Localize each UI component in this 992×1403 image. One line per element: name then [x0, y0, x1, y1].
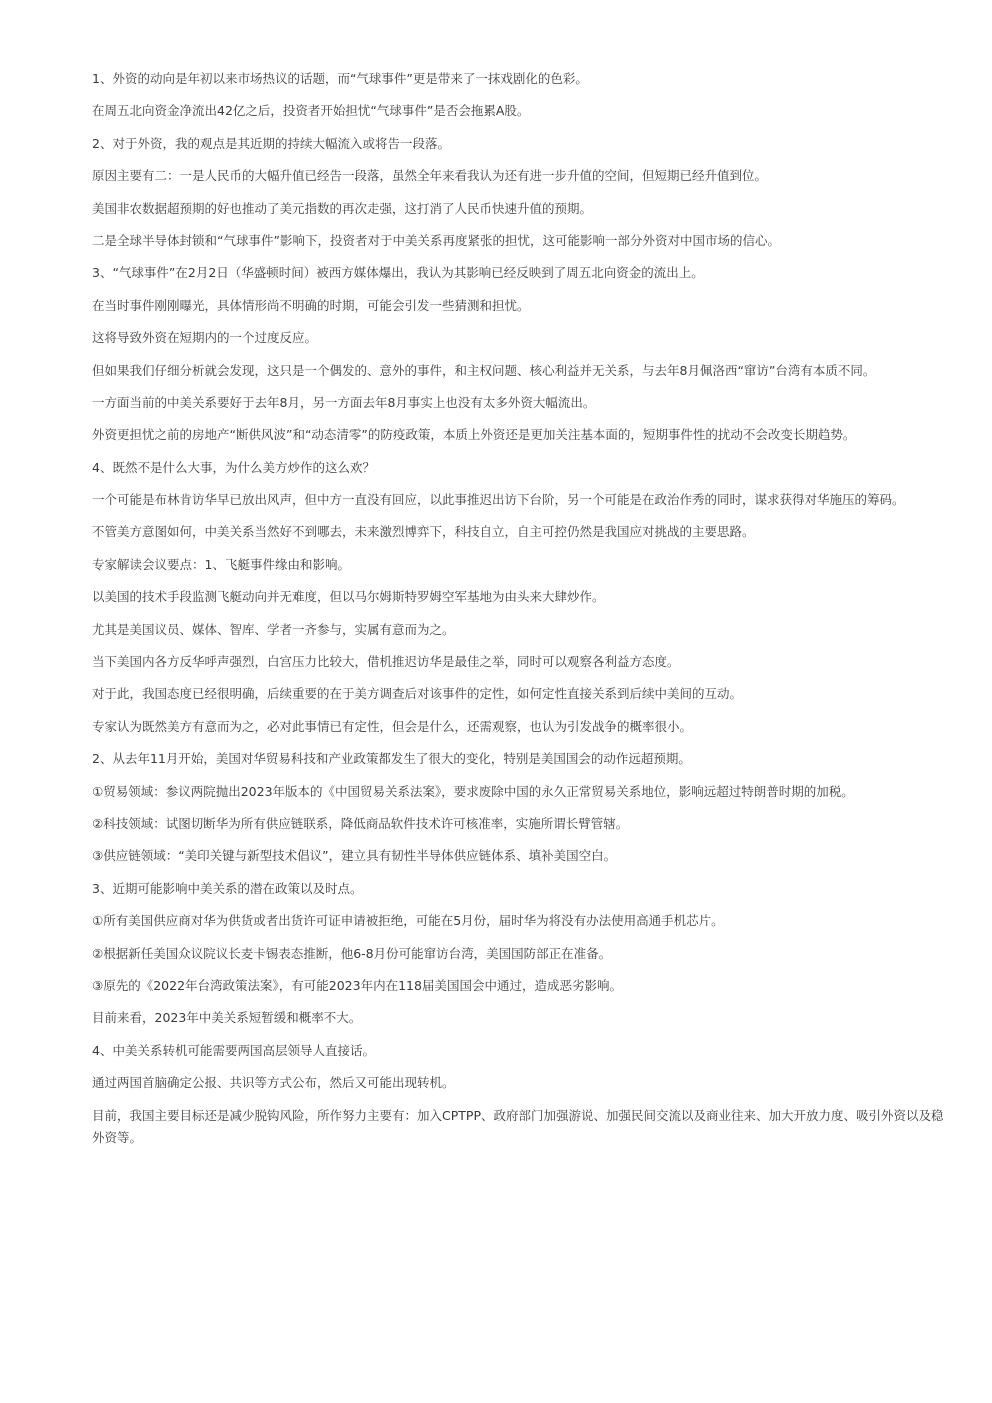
paragraph: 在当时事件刚刚曝光，具体情形尚不明确的时期，可能会引发一些猜测和担忧。: [92, 297, 530, 313]
paragraph: 尤其是美国议员、媒体、智库、学者一齐参与，实属有意而为之。: [92, 621, 455, 637]
paragraph: 一方面当前的中美关系要好于去年8月，另一方面去年8月事实上也没有太多外资大幅流出。: [92, 394, 596, 410]
paragraph: 二是全球半导体封锁和“气球事件”影响下，投资者对于中美关系再度紧张的担忧，这可能影响一部分外资对中国市场的信心。: [92, 232, 780, 248]
paragraph: ②科技领域：试图切断华为所有供应链联系，降低商品软件技术许可核准率，实施所谓长臂管辖。: [92, 815, 629, 831]
paragraph: 外资更担忧之前的房地产“断供风波”和“动态清零”的防疫政策，本质上外资还是更加关注基本面的，短期事件性的扰动不会改变长期趋势。: [92, 427, 856, 443]
document-body: [92, 68, 948, 1159]
paragraph: 原因主要有二：一是人民币的大幅升值已经告一段落，虽然全年来看我认为还有进一步升值的空间，但短期已经升值到位。: [92, 168, 768, 184]
paragraph: 在周五北向资金净流出42亿之后，投资者开始担忧“气球事件”是否会拖累A股。: [92, 103, 530, 119]
paragraph: 3、近期可能影响中美关系的潜在政策以及时点。: [92, 880, 363, 896]
paragraph: 2、对于外资，我的观点是其近期的持续大幅流入或将告一段落。: [92, 135, 450, 151]
paragraph: 通过两国首脑确定公报、共识等方式公布，然后又可能出现转机。: [92, 1075, 455, 1091]
paragraph: 美国非农数据超预期的好也推动了美元指数的再次走强，这打消了人民币快速升值的预期。: [92, 200, 593, 216]
paragraph: ②根据新任美国众议院议长麦卡锡表态推断，他6-8月份可能窜访台湾，美国国防部正在准备。: [92, 945, 612, 961]
paragraph: ③原先的《2022年台湾政策法案》，有可能2023年内在118届美国国会中通过，造成恶劣影响。: [92, 977, 622, 993]
paragraph: 目前，我国主要目标还是减少脱钩风险，所作努力主要有：加入CPTPP、政府部门加强游说、加强民间交流以及商业往来、加大开放力度、吸引外资以及稳外资等。: [92, 1107, 944, 1145]
paragraph: 专家解读会议要点：1、飞艇事件缘由和影响。: [92, 556, 350, 572]
paragraph: ①贸易领域：参议两院抛出2023年版本的《中国贸易关系法案》，要求废除中国的永久正常贸易关系地位，影响远超过特朗普时期的加税。: [92, 783, 854, 799]
paragraph: 4、中美关系转机可能需要两国高层领导人直接话。: [92, 1042, 375, 1058]
paragraph: 不管美方意图如何，中美关系当然好不到哪去，未来激烈博弈下，科技自立，自主可控仍然是我国应对挑战的主要思路。: [92, 524, 755, 540]
paragraph: ①所有美国供应商对华为供货或者出货许可证申请被拒绝，可能在5月份，届时华为将没有办法使用高通手机芯片。: [92, 913, 724, 929]
paragraph: 3、“气球事件”在2月2日（华盛顿时间）被西方媒体爆出，我认为其影响已经反映到了周五北向资金的流出上。: [92, 265, 704, 281]
paragraph: 1、外资的动向是年初以来市场热议的话题，而“气球事件”更是带来了一抹戏剧化的色彩。: [92, 71, 588, 86]
paragraph: 目前来看，2023年中美关系短暂缓和概率不大。: [92, 1010, 362, 1026]
paragraph: 2、从去年11月开始，美国对华贸易科技和产业政策都发生了很大的变化，特别是美国国会的动作远超预期。: [92, 751, 691, 767]
paragraph: 4、既然不是什么大事，为什么美方炒作的这么欢？: [92, 459, 375, 475]
paragraph: 当下美国内各方反华呼声强烈，白宫压力比较大，借机推迟访华是最佳之举，同时可以观察各利益方态度。: [92, 654, 680, 670]
paragraph: 以美国的技术手段监测飞艇动向并无难度，但以马尔姆斯特罗姆空军基地为由头来大肆炒作。: [92, 589, 605, 605]
paragraph: ③供应链领域：“美印关键与新型技术倡议”，建立具有韧性半导体供应链体系、填补美国空白。: [92, 848, 617, 864]
paragraph: 对于此，我国态度已经很明确，后续重要的在于美方调查后对该事件的定性，如何定性直接关系到后续中美间的互动。: [92, 686, 743, 702]
paragraph: 一个可能是布林肯访华早已放出风声，但中方一直没有回应，以此事推迟出访下台阶，另一个可能是在政治作秀的同时，谋求获得对华施压的筹码。: [92, 492, 905, 508]
paragraph: 专家认为既然美方有意而为之，必对此事情已有定性，但会是什么，还需观察，也认为引发战争的概率很小。: [92, 718, 693, 734]
paragraph: 但如果我们仔细分析就会发现，这只是一个偶发的、意外的事件，和主权问题、核心利益并无关系，与去年8月佩洛西“窜访”台湾有本质不同。: [92, 362, 876, 378]
paragraph: 这将导致外资在短期内的一个过度反应。: [92, 330, 318, 346]
